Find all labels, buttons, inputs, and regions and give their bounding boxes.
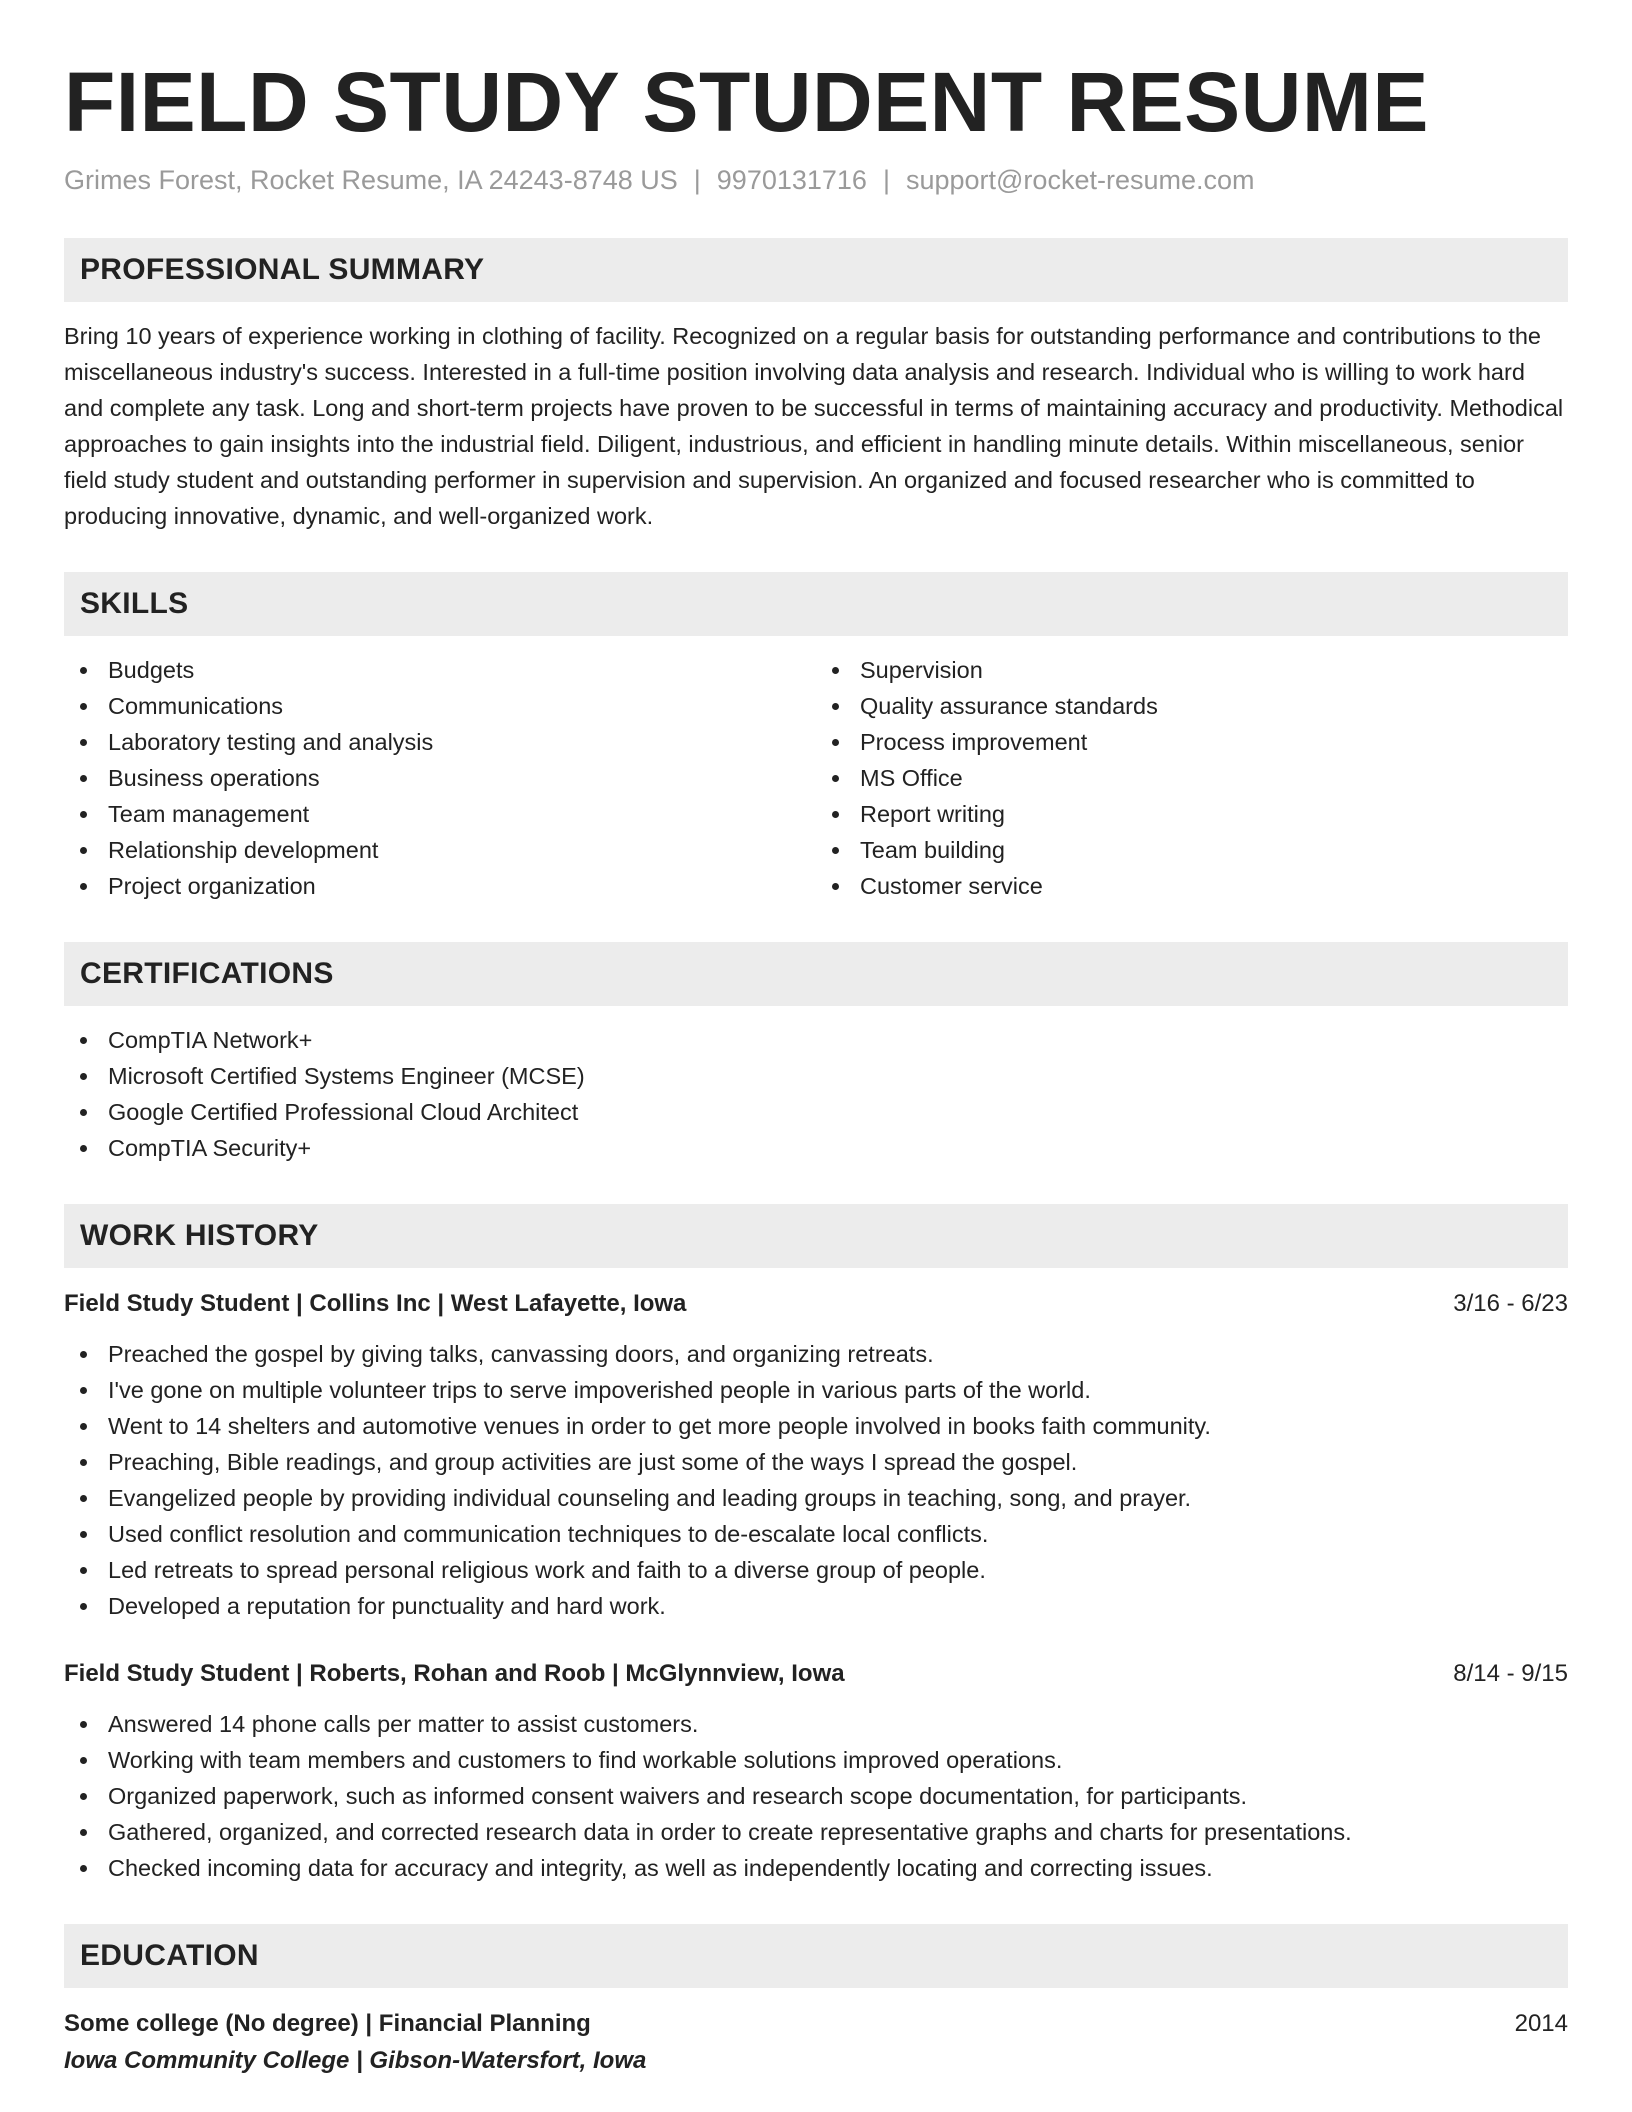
- list-item: Team management: [64, 796, 816, 832]
- list-item: Developed a reputation for punctuality and hard work.: [64, 1588, 1568, 1624]
- list-item: Went to 14 shelters and automotive venues in order to get more people involved in books faith community.: [64, 1408, 1568, 1444]
- contact-separator: |: [882, 165, 890, 196]
- list-item: Laboratory testing and analysis: [64, 724, 816, 760]
- list-item: Organized paperwork, such as informed consent waivers and research scope documentation, for participants.: [64, 1778, 1568, 1814]
- list-item: Evangelized people by providing individual counseling and leading groups in teaching, song, and prayer.: [64, 1480, 1568, 1516]
- list-item: Business operations: [64, 760, 816, 796]
- section-header-work-history: WORK HISTORY: [64, 1204, 1568, 1268]
- list-item: Team building: [816, 832, 1568, 868]
- job-header: [64, 1286, 1568, 1322]
- education-header: [64, 2006, 1568, 2042]
- list-item: MS Office: [816, 760, 1568, 796]
- list-item: Supervision: [816, 652, 1568, 688]
- education-entry: [64, 2006, 1568, 2080]
- list-item: CompTIA Security+: [64, 1130, 1568, 1166]
- contact-phone: 9970131716: [716, 165, 867, 196]
- job-dates: 3/16 - 6/23: [1453, 1290, 1568, 1318]
- list-item: Customer service: [816, 868, 1568, 904]
- contact-separator: |: [693, 165, 701, 196]
- list-item: Preached the gospel by giving talks, canvassing doors, and organizing retreats.: [64, 1336, 1568, 1372]
- job-entry: [64, 1656, 1568, 1886]
- list-item: Budgets: [64, 652, 816, 688]
- list-item: Led retreats to spread personal religious work and faith to a diverse group of people.: [64, 1552, 1568, 1588]
- list-item: Preaching, Bible readings, and group activities are just some of the ways I spread the gospel.: [64, 1444, 1568, 1480]
- section-header-education: EDUCATION: [64, 1924, 1568, 1988]
- job-dates: 8/14 - 9/15: [1453, 1660, 1568, 1688]
- list-item: Working with team members and customers to find workable solutions improved operations.: [64, 1742, 1568, 1778]
- job-title: Field Study Student | Roberts, Rohan and Roob | McGlynnview, Iowa: [64, 1660, 845, 1688]
- skills-list: [64, 652, 1568, 904]
- certifications-list: [64, 1022, 1568, 1166]
- list-item: I've gone on multiple volunteer trips to serve impoverished people in various parts of the world.: [64, 1372, 1568, 1408]
- job-bullets: [64, 1336, 1568, 1624]
- list-item: Report writing: [816, 796, 1568, 832]
- job-bullets: [64, 1706, 1568, 1886]
- education-school: Iowa Community College | Gibson-Watersfort, Iowa: [64, 2047, 647, 2075]
- list-item: Used conflict resolution and communication techniques to de-escalate local conflicts.: [64, 1516, 1568, 1552]
- list-item: Communications: [64, 688, 816, 724]
- resume-title: FIELD STUDY STUDENT RESUME: [64, 55, 1429, 149]
- education-year: 2014: [1514, 2010, 1568, 2038]
- list-item: Gathered, organized, and corrected research data in order to create representative graphs and charts for presentations.: [64, 1814, 1568, 1850]
- education-degree: Some college (No degree) | Financial Planning: [64, 2010, 591, 2038]
- contact-line: [64, 162, 1568, 200]
- list-item: Project organization: [64, 868, 816, 904]
- contact-address: Grimes Forest, Rocket Resume, IA 24243-8748 US: [64, 165, 678, 196]
- list-item: Quality assurance standards: [816, 688, 1568, 724]
- list-item: Microsoft Certified Systems Engineer (MCSE): [64, 1058, 1568, 1094]
- job-entry: [64, 1286, 1568, 1624]
- contact-email: support@rocket-resume.com: [905, 165, 1255, 196]
- skills-column-left: [64, 652, 816, 904]
- list-item: Answered 14 phone calls per matter to assist customers.: [64, 1706, 1568, 1742]
- section-header-certifications: CERTIFICATIONS: [64, 942, 1568, 1006]
- list-item: CompTIA Network+: [64, 1022, 1568, 1058]
- section-header-summary: PROFESSIONAL SUMMARY: [64, 238, 1568, 302]
- list-item: Checked incoming data for accuracy and integrity, as well as independently locating and correcting issues.: [64, 1850, 1568, 1886]
- list-item: Google Certified Professional Cloud Architect: [64, 1094, 1568, 1130]
- summary-text: Bring 10 years of experience working in clothing of facility. Recognized on a regular basis for outstanding performance and contributions to the miscellaneous industry's success. Interested in a full-time position involving data analysis and research. Individual who is willing to work hard and complete any task. Long and short-term projects have proven to be successful in terms of maintaining accuracy and productivity. Methodical approaches to gain insights into the industrial field. Diligent, industrious, and efficient in handling minute details. Within miscellaneous, senior field study student and outstanding performer in supervision and supervision. An organized and focused researcher who is committed to producing innovative, dynamic, and well-organized work.: [64, 323, 1564, 530]
- list-item: Relationship development: [64, 832, 816, 868]
- skills-column-right: [816, 652, 1568, 904]
- job-header: [64, 1656, 1568, 1692]
- section-header-skills: SKILLS: [64, 572, 1568, 636]
- job-title: Field Study Student | Collins Inc | West Lafayette, Iowa: [64, 1290, 687, 1318]
- list-item: Process improvement: [816, 724, 1568, 760]
